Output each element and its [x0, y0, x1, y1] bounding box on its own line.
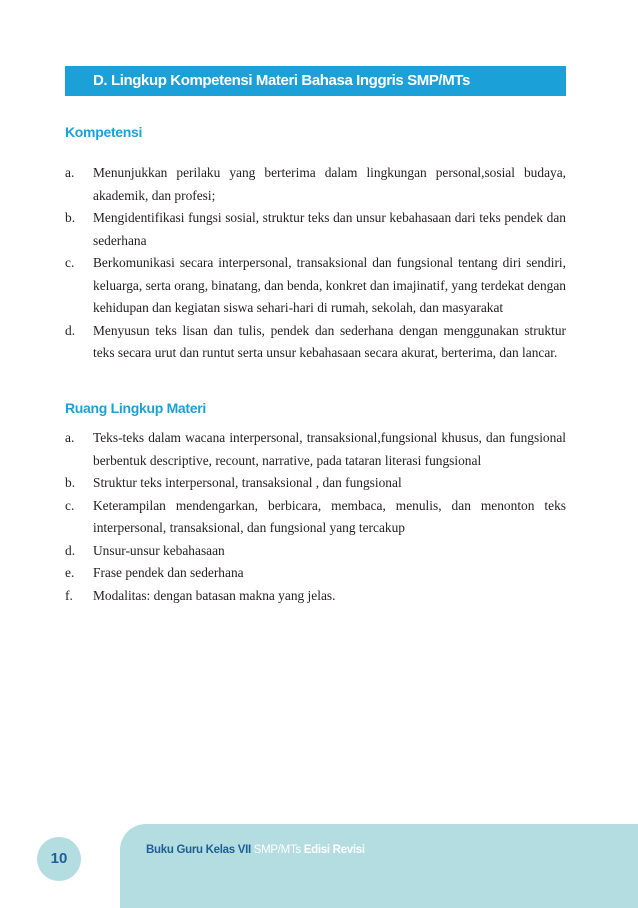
list-marker: d.: [65, 322, 76, 338]
list-marker: b.: [65, 475, 76, 490]
list-item-text: Struktur teks interpersonal, transaksional , dan fungsional: [93, 475, 402, 490]
list-marker: b.: [65, 210, 76, 225]
footer-tab: [120, 824, 638, 908]
list-item-text: Modalitas: dengan batasan makna yang jelas.: [93, 587, 336, 603]
list-marker: d.: [65, 542, 76, 558]
list-item-text: Unsur-unsur kebahasaan: [93, 542, 225, 558]
list-item-text: Menyusun teks lisan dan tulis, pendek dan sederhana dengan menggunakan struktur teks secara urut dan runtut serta unsur kebahasaan secara akurat, berterima, dan lancar.: [93, 322, 566, 360]
ruang-lingkup-heading: Ruang Lingkup Materi: [65, 400, 207, 416]
list-item-text: Teks-teks dalam wacana interpersonal, transaksional,fungsional khusus, dan fungsional berbentuk descriptive, recount, narrative, pada tataran literasi fungsional: [93, 430, 566, 468]
list-item: [65, 585, 566, 608]
section-title-bar: [65, 66, 566, 96]
list-item-text: Keterampilan mendengarkan, berbicara, membaca, menulis, dan menonton teks interpersonal, transaksional, dan fungsional yang tercakup: [93, 497, 566, 535]
list-item: [65, 562, 566, 585]
list-item: [65, 252, 566, 320]
list-marker: f.: [65, 587, 73, 603]
list-item: [65, 540, 566, 563]
ruang-lingkup-list: [65, 427, 566, 607]
list-item-text: Mengidentifikasi fungsi sosial, struktur teks dan unsur kebahasaan dari teks pendek dan sederhana: [93, 210, 566, 248]
footer-book-title: Buku Guru Kelas VII: [146, 844, 251, 856]
list-item: [65, 162, 566, 207]
footer-book-info: [146, 844, 365, 856]
kompetensi-heading: Kompetensi: [65, 124, 143, 140]
list-item-text: Menunjukkan perilaku yang berterima dalam lingkungan personal,sosial budaya, akademik, dan profesi;: [93, 165, 566, 203]
page-number: 10: [37, 837, 81, 881]
footer-edition: Edisi Revisi: [303, 844, 365, 856]
list-item: [65, 320, 566, 365]
list-item-text: Frase pendek dan sederhana: [93, 565, 244, 580]
list-item: [65, 427, 566, 472]
kompetensi-list: [65, 162, 566, 365]
list-marker: c.: [65, 255, 75, 270]
list-marker: a.: [65, 165, 75, 180]
section-title: D. Lingkup Kompetensi Materi Bahasa Inggris SMP/MTs: [93, 72, 470, 89]
list-item: [65, 207, 566, 252]
list-marker: c.: [65, 497, 75, 513]
list-item-text: Berkomunikasi secara interpersonal, transaksional dan fungsional tentang diri sendiri, keluarga, serta orang, binatang, dan benda, konkret dan imajinatif, yang terdekat dengan kehidupan dan kegiatan siswa sehari-hari di rumah, sekolah, dan masyarakat: [93, 255, 566, 315]
list-marker: a.: [65, 430, 75, 445]
list-marker: e.: [65, 565, 75, 580]
list-item: [65, 495, 566, 540]
footer-level: SMP/MTs: [253, 844, 301, 856]
list-item: [65, 472, 566, 495]
